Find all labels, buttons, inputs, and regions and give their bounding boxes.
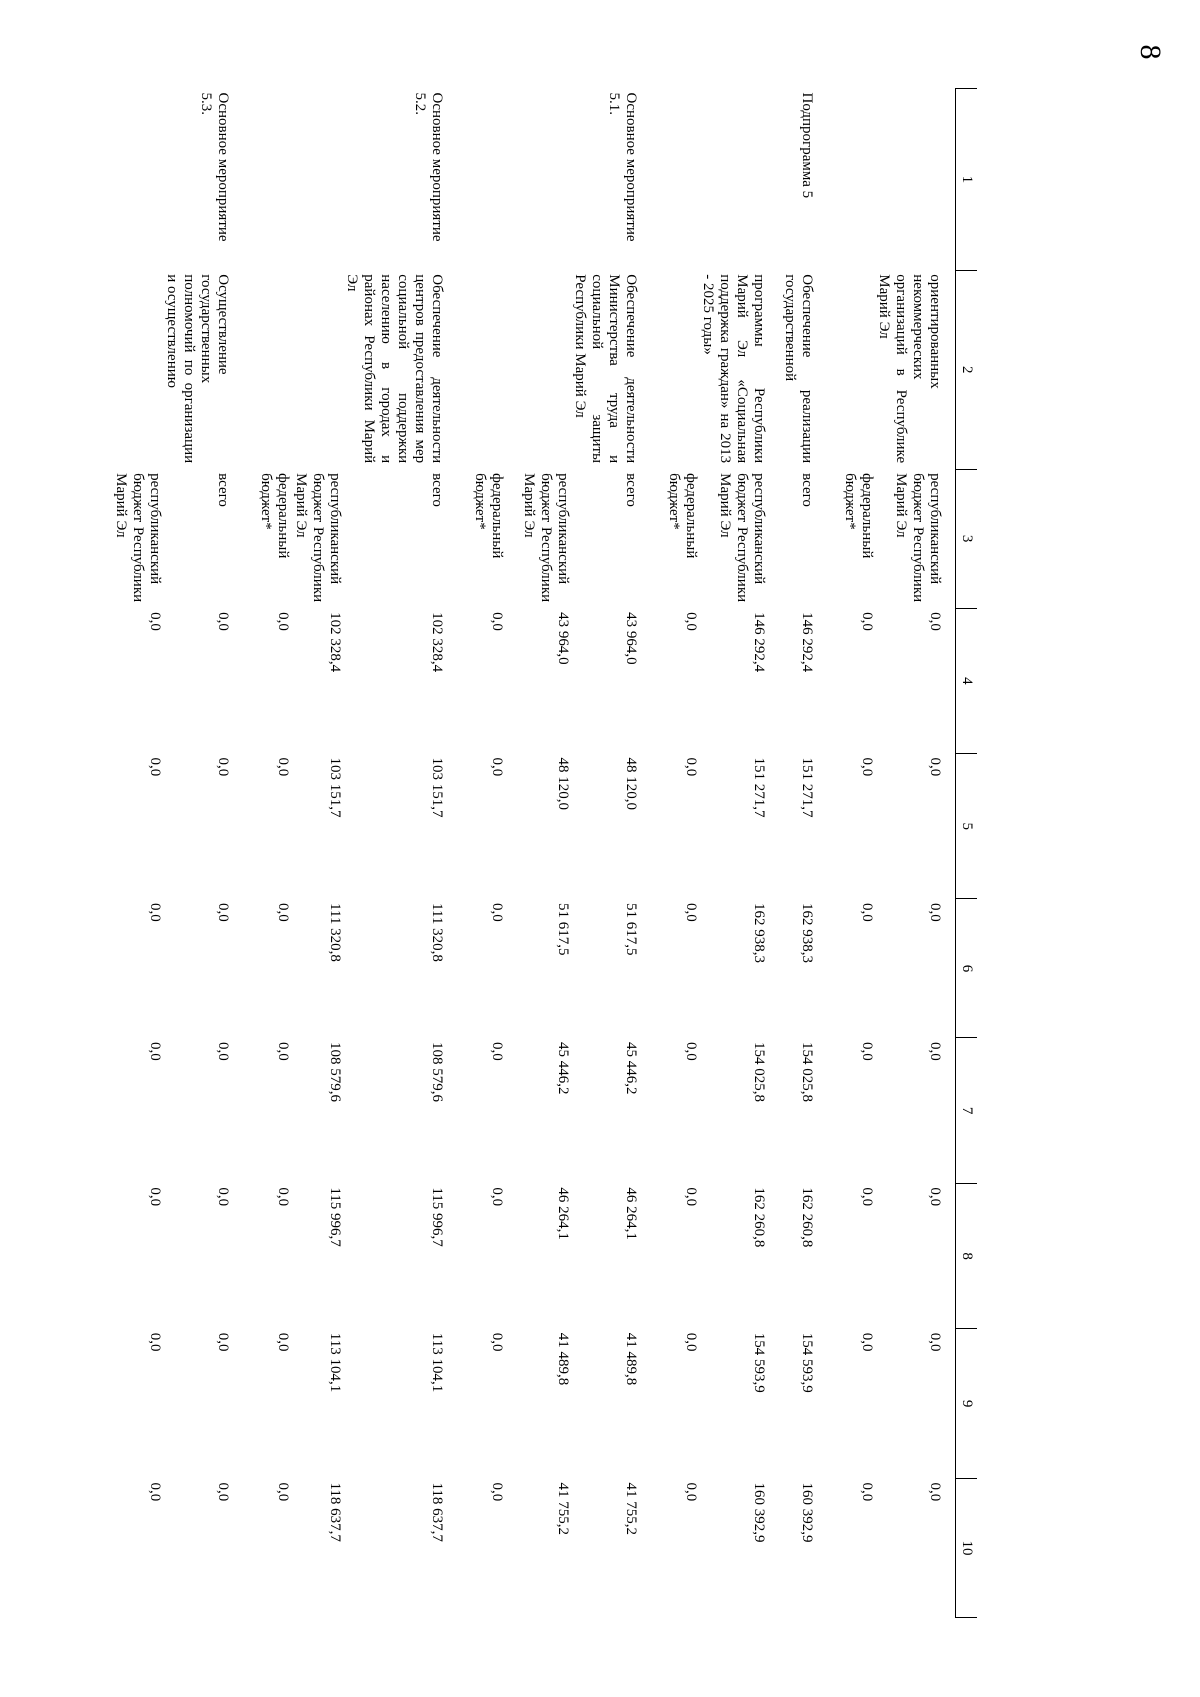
col-header-1: 1 (956, 89, 978, 271)
program-name-cell (827, 89, 875, 271)
amount-cell: 0,0 (489, 757, 505, 777)
table-row (457, 89, 505, 1618)
amount-cell: 162 938,3 (751, 902, 767, 963)
table-row (651, 89, 699, 1618)
table-row (343, 89, 457, 1618)
amount-cell: 115 996,7 (429, 1187, 445, 1247)
program-name-cell (699, 89, 767, 271)
program-description-cell (112, 270, 163, 469)
col-header-3: 3 (956, 469, 978, 608)
col-header-8: 8 (956, 1183, 978, 1328)
amount-cell: 0,0 (859, 1041, 875, 1061)
amount-cell: 113 104,1 (429, 1332, 445, 1393)
amount-cell: 0,0 (215, 612, 231, 631)
program-name-cell (875, 89, 956, 271)
table-row (163, 89, 243, 1618)
amount-cell: 0,0 (859, 902, 875, 922)
program-name-cell (505, 89, 571, 271)
amount-cell: 51 617,5 (623, 902, 639, 956)
amount-cell: 113 104,1 (327, 1332, 343, 1393)
amount-cell: 0,0 (927, 757, 943, 777)
amount-cell: 41 755,2 (555, 1482, 571, 1535)
amount-cell: 0,0 (275, 1332, 291, 1352)
amount-cell: 154 593,9 (751, 1332, 767, 1393)
amount-cell: 0,0 (275, 1187, 291, 1207)
table-row (827, 89, 875, 1618)
funding-source-cell: федеральный бюджет* (472, 473, 505, 559)
amount-cell: 111 320,8 (429, 902, 445, 962)
amount-cell: 0,0 (489, 1332, 505, 1352)
amount-cell: 0,0 (215, 1332, 231, 1352)
amount-cell: 0,0 (147, 1187, 163, 1207)
page-number: 8 (1134, 44, 1167, 60)
amount-cell: 0,0 (215, 1187, 231, 1207)
amount-cell: 0,0 (275, 757, 291, 777)
column-number-row (956, 89, 978, 1618)
amount-cell: 43 964,0 (623, 612, 639, 665)
amount-cell: 51 617,5 (555, 902, 571, 956)
amount-cell: 0,0 (859, 1332, 875, 1352)
amount-cell: 0,0 (489, 1041, 505, 1061)
program-description-cell: Осуществление государственных полномочий по организации и осуществлению (164, 274, 231, 464)
amount-cell: 0,0 (683, 1041, 699, 1061)
amount-cell: 0,0 (489, 1187, 505, 1207)
amount-cell: 48 120,0 (623, 757, 639, 811)
program-name-cell (457, 89, 505, 271)
amount-cell: 45 446,2 (555, 1041, 571, 1095)
amount-cell: 118 637,7 (429, 1482, 445, 1542)
funding-source-cell: республиканский бюджет Республики Марий Эл (893, 473, 943, 603)
col-header-6: 6 (956, 899, 978, 1038)
amount-cell: 118 637,7 (327, 1482, 343, 1542)
amount-cell: 0,0 (683, 1332, 699, 1352)
table-row (767, 89, 827, 1618)
funding-source-cell: федеральный бюджет* (666, 473, 699, 559)
amount-cell: 0,0 (927, 1187, 943, 1207)
amount-cell: 160 392,9 (751, 1482, 767, 1543)
amount-cell: 0,0 (275, 612, 291, 631)
amount-cell: 0,0 (489, 1482, 505, 1502)
program-name-cell: Подпрограмма 5 (799, 92, 815, 199)
amount-cell: 0,0 (147, 757, 163, 777)
funding-source-cell: всего (799, 473, 815, 507)
program-description-cell (457, 270, 505, 469)
amount-cell: 0,0 (927, 1041, 943, 1061)
table-row (571, 89, 651, 1618)
funding-source-cell: федеральный бюджет* (258, 473, 291, 559)
program-description-cell (243, 270, 291, 469)
amount-cell: 146 292,4 (751, 612, 767, 673)
amount-cell: 0,0 (927, 612, 943, 631)
funding-source-cell: республиканский бюджет Республики Марий Эл (293, 473, 343, 603)
table-row (291, 89, 343, 1618)
program-description-cell (651, 270, 699, 469)
amount-cell: 103 151,7 (327, 757, 343, 818)
table-row (112, 89, 163, 1618)
amount-cell: 0,0 (147, 1332, 163, 1352)
amount-cell: 46 264,1 (623, 1187, 639, 1240)
amount-cell: 0,0 (147, 1482, 163, 1502)
program-description-cell: ориентированных некоммерческих организаций в Республике Марий Эл (876, 274, 943, 464)
amount-cell: 48 120,0 (555, 757, 571, 811)
amount-cell: 0,0 (927, 1332, 943, 1352)
amount-cell: 0,0 (859, 1482, 875, 1502)
amount-cell: 103 151,7 (429, 757, 445, 818)
funding-source-cell: всего (215, 473, 231, 507)
amount-cell: 0,0 (147, 902, 163, 922)
amount-cell: 162 260,8 (751, 1187, 767, 1248)
amount-cell: 0,0 (215, 757, 231, 777)
program-description-cell (827, 270, 875, 469)
amount-cell: 160 392,9 (799, 1482, 815, 1543)
amount-cell: 0,0 (147, 612, 163, 631)
amount-cell: 0,0 (927, 902, 943, 922)
col-header-5: 5 (956, 754, 978, 899)
funding-source-cell: республиканский бюджет Республики Марий Эл (113, 473, 163, 603)
table-row (243, 89, 291, 1618)
amount-cell: 0,0 (215, 1041, 231, 1061)
budget-table (112, 88, 977, 1618)
amount-cell: 0,0 (683, 757, 699, 777)
funding-source-cell: республиканский бюджет Республики Марий Эл (521, 473, 571, 603)
amount-cell: 0,0 (683, 902, 699, 922)
col-header-2: 2 (956, 270, 978, 469)
amount-cell: 0,0 (275, 1482, 291, 1502)
amount-cell: 108 579,6 (327, 1041, 343, 1102)
program-description-cell: Обеспечение деятельности Министерства труда и социальной защиты Республики Марий Эл (572, 274, 639, 464)
amount-cell: 151 271,7 (751, 757, 767, 818)
program-name-cell (112, 89, 163, 271)
amount-cell: 0,0 (489, 902, 505, 922)
program-name-cell: Основное мероприятие 5.1. (606, 92, 639, 242)
amount-cell: 162 260,8 (799, 1187, 815, 1248)
program-description-cell: программы Республики Марий Эл «Социальная поддержка граждан» на 2013 - 2025 годы» (700, 274, 767, 464)
program-description-cell: Обеспечение деятельности центров предоставления мер социальной поддержки населению в городах и районах Республики Марий Эл (344, 274, 445, 464)
amount-cell: 43 964,0 (555, 612, 571, 665)
amount-cell: 0,0 (147, 1041, 163, 1061)
amount-cell: 115 996,7 (327, 1187, 343, 1247)
amount-cell: 46 264,1 (555, 1187, 571, 1240)
col-header-9: 9 (956, 1329, 978, 1479)
col-header-4: 4 (956, 608, 978, 753)
amount-cell: 0,0 (489, 612, 505, 631)
amount-cell: 111 320,8 (327, 902, 343, 962)
amount-cell: 0,0 (215, 902, 231, 922)
amount-cell: 0,0 (275, 1041, 291, 1061)
amount-cell: 151 271,7 (799, 757, 815, 818)
amount-cell: 0,0 (215, 1482, 231, 1502)
table-row (699, 89, 767, 1618)
program-description-cell (291, 270, 343, 469)
amount-cell: 102 328,4 (327, 612, 343, 673)
amount-cell: 0,0 (683, 1482, 699, 1502)
amount-cell: 162 938,3 (799, 902, 815, 963)
funding-source-cell: всего (623, 473, 639, 507)
amount-cell: 108 579,6 (429, 1041, 445, 1102)
amount-cell: 41 489,8 (623, 1332, 639, 1386)
table-row (505, 89, 571, 1618)
program-name-cell: Основное мероприятие 5.3. (198, 92, 231, 242)
amount-cell: 0,0 (859, 757, 875, 777)
amount-cell: 0,0 (859, 612, 875, 631)
amount-cell: 41 489,8 (555, 1332, 571, 1386)
funding-source-cell: республиканский бюджет Республики Марий Эл (717, 473, 767, 603)
amount-cell: 0,0 (683, 612, 699, 631)
rotated-table-container (113, 88, 977, 1618)
program-name-cell (651, 89, 699, 271)
amount-cell: 0,0 (683, 1187, 699, 1207)
funding-source-cell: всего (429, 473, 445, 507)
table-body (112, 89, 956, 1618)
amount-cell: 0,0 (275, 902, 291, 922)
program-name-cell (243, 89, 291, 271)
amount-cell: 0,0 (927, 1482, 943, 1502)
col-header-7: 7 (956, 1038, 978, 1183)
program-description-cell: Обеспечение реализации государственной (782, 274, 815, 464)
amount-cell: 154 593,9 (799, 1332, 815, 1393)
col-header-10: 10 (956, 1478, 978, 1617)
funding-source-cell: федеральный бюджет* (842, 473, 875, 559)
table-row (875, 89, 956, 1618)
program-description-cell (505, 270, 571, 469)
program-name-cell: Основное мероприятие 5.2. (412, 92, 445, 242)
amount-cell: 154 025,8 (751, 1041, 767, 1102)
amount-cell: 0,0 (859, 1187, 875, 1207)
amount-cell: 41 755,2 (623, 1482, 639, 1535)
amount-cell: 154 025,8 (799, 1041, 815, 1102)
amount-cell: 146 292,4 (799, 612, 815, 673)
amount-cell: 102 328,4 (429, 612, 445, 673)
program-name-cell (291, 89, 343, 271)
amount-cell: 45 446,2 (623, 1041, 639, 1095)
